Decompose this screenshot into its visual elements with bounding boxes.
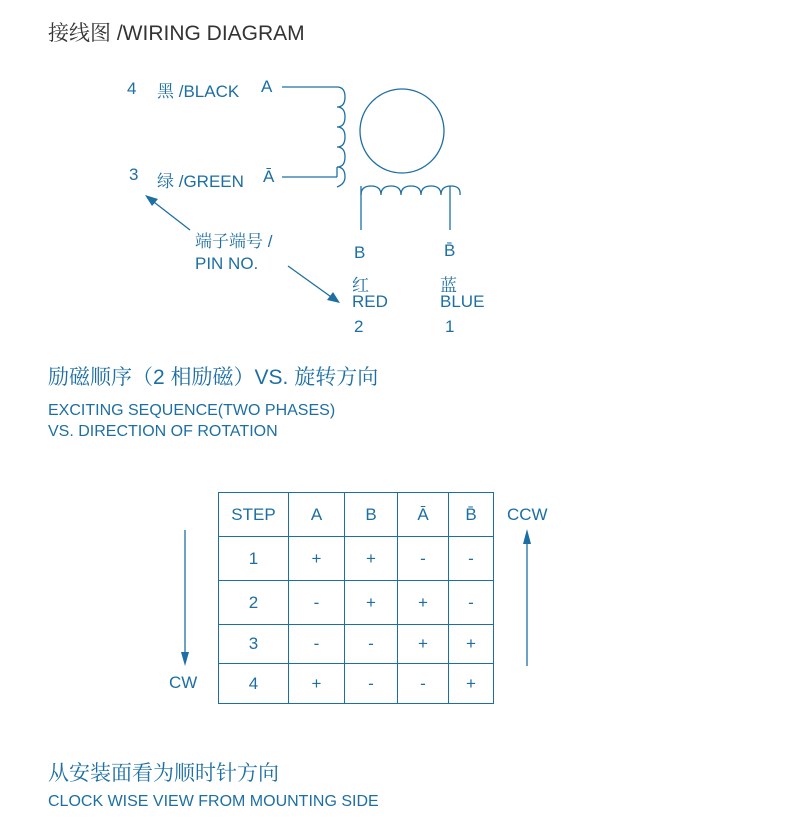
pin-arrow-down-head: [327, 292, 340, 303]
cw-arrow-head: [181, 652, 189, 666]
phase-b-coil: [361, 186, 460, 195]
table-cell: -: [398, 537, 449, 581]
phase-b-color-en: RED: [352, 292, 388, 311]
phase-b-color-cn: 红: [352, 276, 369, 295]
table-cell: +: [398, 581, 449, 625]
table-cell: -: [289, 581, 345, 625]
phase-a-pin: 4: [127, 79, 137, 98]
pin-note-en: PIN NO.: [195, 254, 259, 273]
table-cell: 2: [219, 581, 289, 625]
header-b-bar: B̄: [449, 493, 494, 537]
header-step: STEP: [219, 493, 289, 537]
pin-note-cn: 端子端号 /: [195, 232, 273, 251]
table-cell: +: [398, 625, 449, 664]
table-cell: 3: [219, 625, 289, 664]
table-cell: -: [345, 664, 398, 704]
phase-b-terminal: B: [354, 243, 366, 262]
sequence-heading-cn: 励磁顺序（2 相励磁）VS. 旋转方向: [48, 366, 379, 389]
phase-b-bar-color-en: BLUE: [440, 292, 485, 311]
table-cell: +: [449, 664, 494, 704]
table-cell: +: [345, 537, 398, 581]
header-a-bar: Ā: [398, 493, 449, 537]
ccw-label: CCW: [507, 505, 548, 524]
table-cell: -: [449, 537, 494, 581]
table-cell: +: [289, 537, 345, 581]
table-row: [219, 625, 494, 664]
table-cell: -: [398, 664, 449, 704]
pin-arrow-down: [288, 266, 334, 299]
sequence-heading-en-1: EXCITING SEQUENCE(TWO PHASES): [48, 402, 336, 419]
table-row: [219, 581, 494, 625]
ccw-arrow-head: [523, 529, 531, 544]
table-cell: 1: [219, 537, 289, 581]
phase-a-color: 黑 /BLACK: [157, 82, 240, 101]
excitation-table: [218, 492, 494, 704]
pin-arrow-up: [150, 199, 190, 230]
sequence-heading-en-2: VS. DIRECTION OF ROTATION: [48, 423, 278, 440]
header-a: A: [289, 493, 345, 537]
header-b: B: [345, 493, 398, 537]
phase-b-bar-pin: 1: [445, 317, 455, 336]
phase-a-bar-pin: 3: [129, 165, 139, 184]
phase-b-bar-terminal: B̄: [444, 241, 456, 260]
table-row: [219, 664, 494, 704]
wiring-title: 接线图 /WIRING DIAGRAM: [48, 22, 305, 45]
phase-a-coil: [337, 87, 345, 187]
table-cell: +: [289, 664, 345, 704]
phase-b-bar-color-cn: 蓝: [440, 276, 457, 295]
table-cell: +: [449, 625, 494, 664]
table-cell: 4: [219, 664, 289, 704]
cw-label: CW: [169, 673, 198, 692]
table-row: [219, 537, 494, 581]
motor-rotor-icon: [360, 89, 444, 173]
table-cell: -: [449, 581, 494, 625]
footer-note-en: CLOCK WISE VIEW FROM MOUNTING SIDE: [48, 793, 379, 810]
table-cell: -: [289, 625, 345, 664]
phase-b-pin: 2: [354, 317, 364, 336]
phase-a-bar-color: 绿 /GREEN: [157, 172, 244, 191]
phase-a-bar-terminal: Ā: [263, 167, 275, 186]
table-cell: -: [345, 625, 398, 664]
table-cell: +: [345, 581, 398, 625]
footer-note-cn: 从安装面看为顺时针方向: [48, 762, 279, 785]
phase-a-terminal: A: [261, 77, 273, 96]
table-header-row: [219, 493, 494, 537]
